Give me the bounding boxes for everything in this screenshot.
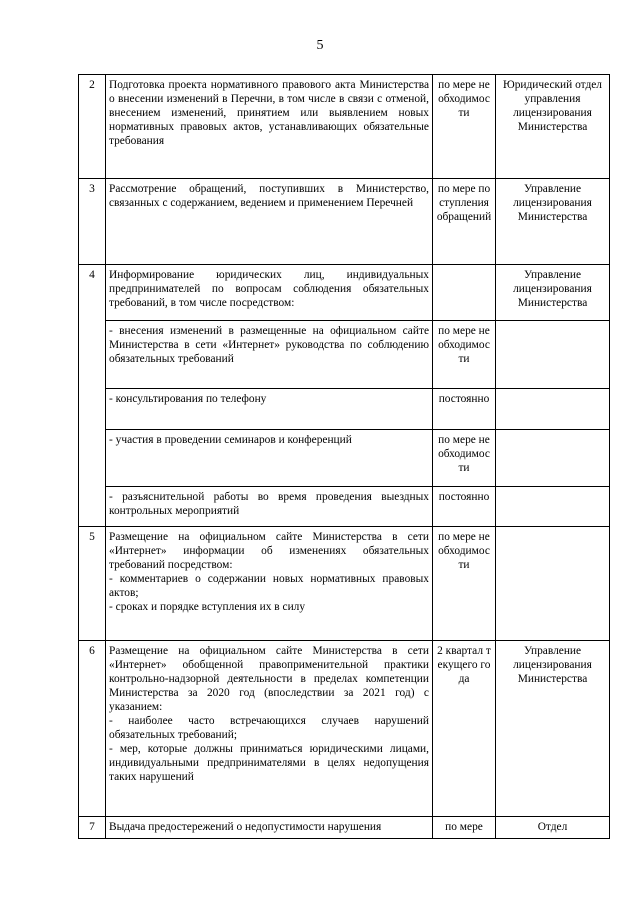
measure-term: постоянно [433,487,496,527]
description-line: - комментариев о содержании новых нормативных правовых актов; [109,573,429,599]
measure-term: 2 квартал текущего года [433,641,496,817]
responsible-unit: Управление лицензирования Министерства [496,641,610,817]
description-line: - наиболее часто встречающихся случаев нарушений обязательных требований; [109,715,429,741]
measure-term: постоянно [433,389,496,430]
responsible-unit: Управление лицензирования Министерства [496,265,610,321]
measure-description: - разъяснительной работы во время проведения выездных контрольных мероприятий [106,487,433,527]
description-line: - мер, которые должны приниматься юридическими лицами, индивидуальными предпринимателями в целях недопущения таких нарушений [109,743,429,783]
responsible-unit [496,321,610,389]
measure-term: по мере необходимости [433,75,496,179]
responsible-unit: Отдел [496,817,610,839]
description-line: - сроках и порядке вступления их в силу [109,601,306,613]
measure-description: - внесения изменений в размещенные на официальном сайте Министерства в сети «Интернет» руководства по соблюдению обязательных требований [106,321,433,389]
row-number: 5 [79,527,106,641]
table-row [79,75,610,179]
table-row [79,527,610,641]
description-line: Размещение на официальном сайте Министерства в сети «Интернет» обобщенной правоприменительной практики контрольно-надзорной деятельности в пределах компетенции Министерства за 2020 год (впоследствии за 2021 год) с указанием: [109,645,429,713]
measure-description: Информирование юридических лиц, индивидуальных предпринимателей по вопросам соблюдения обязательных требований, в том числе посредством: [106,265,433,321]
measure-term: по мере необходимости [433,527,496,641]
measure-term: по мере необходимости [433,430,496,487]
row-number: 3 [79,179,106,265]
measure-term [433,265,496,321]
description-line: Размещение на официальном сайте Министерства в сети «Интернет» информации об изменениях обязательных требований посредством: [109,531,429,571]
measure-term: по мере необходимости [433,321,496,389]
table-subrow [79,487,610,527]
responsible-unit [496,389,610,430]
table-row [79,179,610,265]
responsible-unit [496,527,610,641]
measures-table [78,74,610,839]
row-number: 7 [79,817,106,839]
measure-description: Выдача предостережений о недопустимости нарушения [106,817,433,839]
measure-description: Рассмотрение обращений, поступивших в Министерство, связанных с содержанием, ведением и применением Перечней [106,179,433,265]
measure-description: - участия в проведении семинаров и конференций [106,430,433,487]
page-number: 5 [316,38,324,53]
row-number: 4 [79,265,106,527]
table-row [79,641,610,817]
measure-description [106,527,433,641]
measure-term: по мере поступления обращений [433,179,496,265]
table-row [79,265,610,321]
responsible-unit: Управление лицензирования Министерства [496,179,610,265]
measure-description: Подготовка проекта нормативного правового акта Министерства о внесении изменений в Перечни, в том числе в связи с отменой, внесением изменений, принятием или выявлением новых нормативных правовых актов, устанавливающих обязательные требования [106,75,433,179]
measure-term: по мере [433,817,496,839]
row-number: 6 [79,641,106,817]
table-row [79,817,610,839]
row-number: 2 [79,75,106,179]
table-subrow [79,321,610,389]
measure-description: - консультирования по телефону [106,389,433,430]
table-subrow [79,430,610,487]
responsible-unit: Юридический отдел управления лицензирования Министерства [496,75,610,179]
responsible-unit [496,487,610,527]
responsible-unit [496,430,610,487]
table-subrow [79,389,610,430]
measure-description [106,641,433,817]
